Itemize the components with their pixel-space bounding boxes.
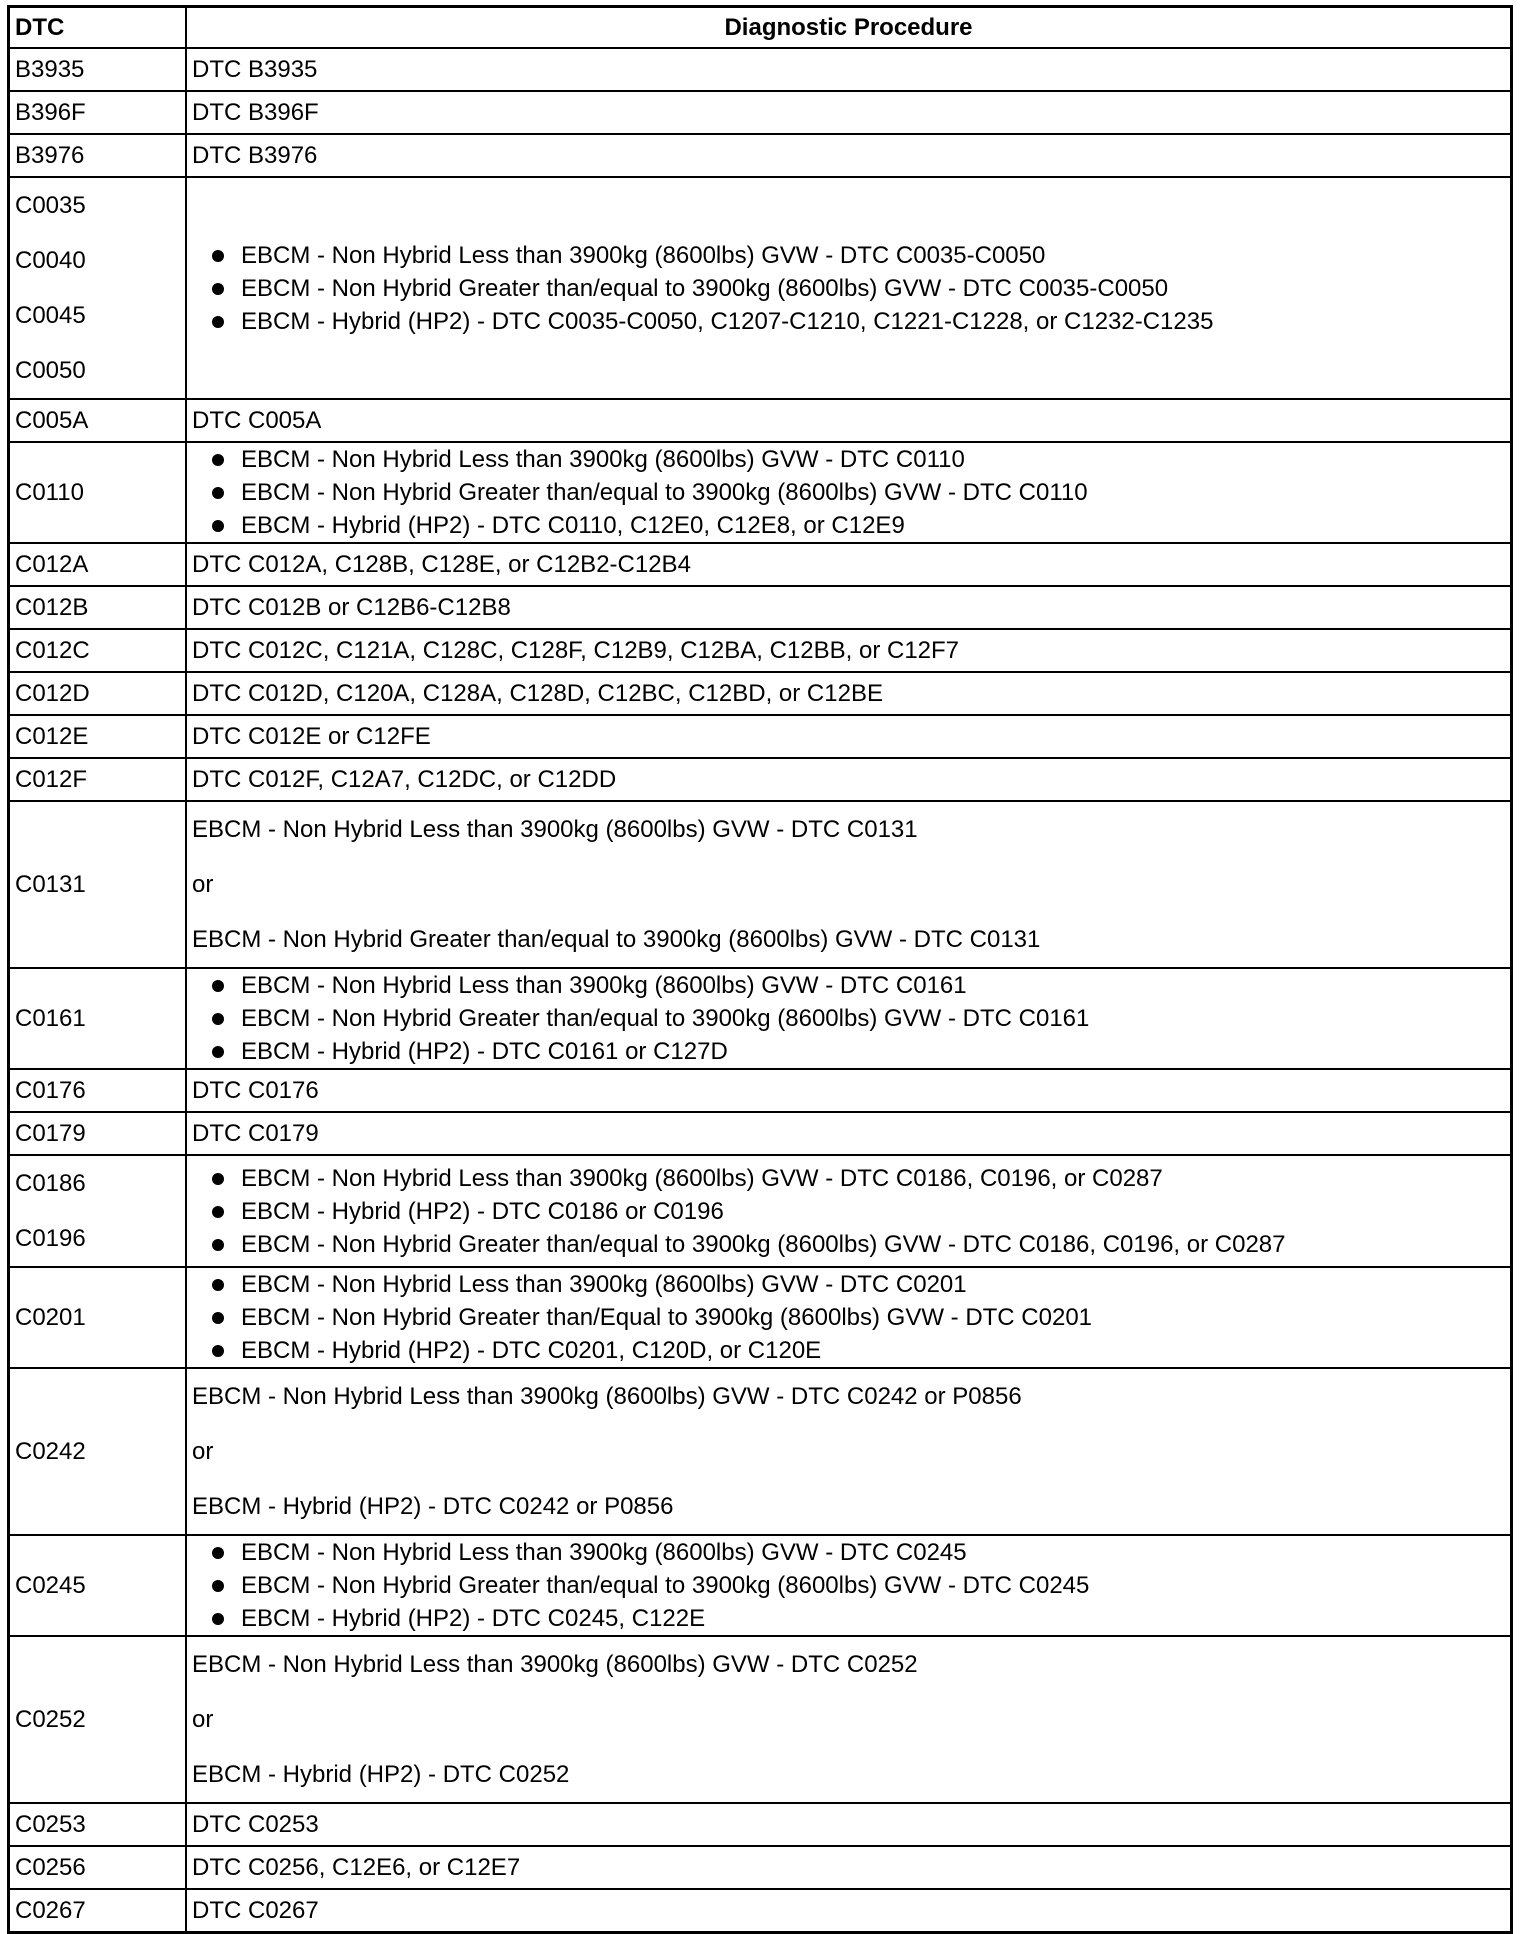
dtc-code: C0161: [15, 1005, 86, 1032]
table-row: [9, 758, 1512, 801]
procedure-link[interactable]: EBCM - Non Hybrid Less than 3900kg (8600lbs) GVW - DTC C0252: [192, 1651, 918, 1678]
procedure-link[interactable]: DTC B396F: [192, 99, 319, 126]
procedure-bullet-item[interactable]: EBCM - Non Hybrid Greater than/equal to 3900kg (8600lbs) GVW - DTC C0035-C0050: [192, 272, 1505, 305]
table-row: [9, 543, 1512, 586]
procedure-bullet-item[interactable]: EBCM - Non Hybrid Less than 3900kg (8600lbs) GVW - DTC C0110: [192, 443, 1505, 476]
separator-text: or: [192, 871, 214, 898]
dtc-code: C0186: [15, 1170, 86, 1197]
procedure-bullet-item[interactable]: EBCM - Hybrid (HP2) - DTC C0201, C120D, or C120E: [192, 1334, 1505, 1367]
dtc-code-cell: [9, 543, 187, 586]
dtc-code-cell: [9, 442, 187, 543]
procedure-bullet-item[interactable]: EBCM - Non Hybrid Less than 3900kg (8600lbs) GVW - DTC C0161: [192, 969, 1505, 1002]
procedure-cell: [186, 1636, 1512, 1803]
dtc-code: C005A: [15, 407, 89, 434]
procedure-bullet-list: [192, 239, 1505, 338]
dtc-code-cell: [9, 48, 187, 91]
dtc-code: C0035: [15, 192, 86, 219]
dtc-code-cell: [9, 1069, 187, 1112]
procedure-link[interactable]: DTC C0256, C12E6, or C12E7: [192, 1854, 521, 1881]
procedure-link[interactable]: DTC C005A: [192, 407, 322, 434]
procedure-link[interactable]: DTC B3935: [192, 56, 318, 83]
dtc-code-cell: [9, 715, 187, 758]
table-row: [9, 442, 1512, 543]
procedure-link[interactable]: DTC C012E or C12FE: [192, 723, 431, 750]
procedure-link[interactable]: EBCM - Non Hybrid Greater than/equal to 3900kg (8600lbs) GVW - DTC C0131: [192, 926, 1041, 953]
table-row: [9, 586, 1512, 629]
dtc-code: C012F: [15, 766, 88, 793]
procedure-column-header: Diagnostic Procedure: [186, 7, 1512, 49]
table-row: [9, 1846, 1512, 1889]
procedure-link[interactable]: EBCM - Non Hybrid Less than 3900kg (8600lbs) GVW - DTC C0131: [192, 816, 918, 843]
procedure-cell: [186, 91, 1512, 134]
header-row: [9, 7, 1512, 49]
procedure-cell: [186, 968, 1512, 1069]
table-row: [9, 1535, 1512, 1636]
procedure-cell: [186, 134, 1512, 177]
procedure-bullet-item[interactable]: EBCM - Non Hybrid Less than 3900kg (8600lbs) GVW - DTC C0035-C0050: [192, 239, 1505, 272]
procedure-link[interactable]: DTC C012F, C12A7, C12DC, or C12DD: [192, 766, 617, 793]
dtc-table: [7, 5, 1513, 1934]
procedure-cell: [186, 1112, 1512, 1155]
dtc-code: B396F: [15, 99, 86, 126]
table-row: [9, 672, 1512, 715]
dtc-code: C0196: [15, 1225, 86, 1252]
procedure-bullet-item[interactable]: EBCM - Hybrid (HP2) - DTC C0110, C12E0, C12E8, or C12E9: [192, 509, 1505, 542]
dtc-code: C0245: [15, 1572, 86, 1599]
dtc-code: C0256: [15, 1854, 86, 1881]
dtc-code-cell: [9, 1368, 187, 1535]
table-row: [9, 1112, 1512, 1155]
dtc-code-cell: [9, 134, 187, 177]
procedure-cell: [186, 801, 1512, 968]
dtc-code-cell: [9, 968, 187, 1069]
dtc-code: C012C: [15, 637, 90, 664]
procedure-link[interactable]: EBCM - Non Hybrid Less than 3900kg (8600lbs) GVW - DTC C0242 or P0856: [192, 1383, 1022, 1410]
table-row: [9, 1155, 1512, 1267]
procedure-bullet-list: [192, 1268, 1505, 1367]
procedure-cell: [186, 1535, 1512, 1636]
dtc-code: C0110: [15, 479, 84, 506]
dtc-code-cell: [9, 586, 187, 629]
procedure-cell: [186, 586, 1512, 629]
procedure-cell: [186, 442, 1512, 543]
procedure-cell: [186, 629, 1512, 672]
separator-text: or: [192, 1438, 214, 1465]
dtc-code: C0045: [15, 302, 86, 329]
dtc-code-cell: [9, 1155, 187, 1267]
dtc-code: C0242: [15, 1438, 86, 1465]
dtc-code-cell: [9, 91, 187, 134]
dtc-column-header: DTC: [9, 7, 187, 49]
dtc-code: C0252: [15, 1706, 86, 1733]
dtc-code-cell: [9, 1889, 187, 1933]
procedure-link[interactable]: DTC B3976: [192, 142, 318, 169]
dtc-code: C0267: [15, 1897, 86, 1924]
dtc-code-cell: [9, 1112, 187, 1155]
dtc-code: B3935: [15, 56, 85, 83]
procedure-bullet-item[interactable]: EBCM - Non Hybrid Greater than/equal to 3900kg (8600lbs) GVW - DTC C0186, C0196, or C0287: [192, 1228, 1505, 1261]
table-row: [9, 968, 1512, 1069]
table-row: [9, 801, 1512, 968]
table-row: [9, 134, 1512, 177]
procedure-cell: [186, 715, 1512, 758]
dtc-code: C0201: [15, 1304, 86, 1331]
procedure-bullet-item[interactable]: EBCM - Hybrid (HP2) - DTC C0035-C0050, C1207-C1210, C1221-C1228, or C1232-C1235: [192, 305, 1505, 338]
dtc-code-cell: [9, 1535, 187, 1636]
procedure-link[interactable]: DTC C012D, C120A, C128A, C128D, C12BC, C12BD, or C12BE: [192, 680, 883, 707]
procedure-cell: [186, 1069, 1512, 1112]
procedure-cell: [186, 1368, 1512, 1535]
dtc-code: C012A: [15, 551, 89, 578]
dtc-code-cell: [9, 177, 187, 399]
dtc-code-cell: [9, 629, 187, 672]
procedure-bullet-item[interactable]: EBCM - Hybrid (HP2) - DTC C0161 or C127D: [192, 1035, 1505, 1068]
procedure-bullet-item[interactable]: EBCM - Non Hybrid Less than 3900kg (8600lbs) GVW - DTC C0201: [192, 1268, 1505, 1301]
separator-text: or: [192, 1706, 214, 1733]
procedure-cell: [186, 48, 1512, 91]
procedure-cell: [186, 1846, 1512, 1889]
table-row: [9, 715, 1512, 758]
table-row: [9, 91, 1512, 134]
procedure-bullet-item[interactable]: EBCM - Hybrid (HP2) - DTC C0186 or C0196: [192, 1195, 1505, 1228]
dtc-code-cell: [9, 758, 187, 801]
dtc-code: C012D: [15, 680, 90, 707]
procedure-link[interactable]: DTC C0179: [192, 1120, 319, 1147]
table-row: [9, 1803, 1512, 1846]
table-row: [9, 1267, 1512, 1368]
dtc-code: C0040: [15, 247, 86, 274]
procedure-link[interactable]: DTC C0253: [192, 1811, 319, 1838]
procedure-cell: [186, 1889, 1512, 1933]
procedure-cell: [186, 177, 1512, 399]
procedure-bullet-list: [192, 969, 1505, 1068]
dtc-code: C0131: [15, 871, 86, 898]
dtc-code: C0179: [15, 1120, 86, 1147]
table-row: [9, 177, 1512, 399]
table-row: [9, 48, 1512, 91]
procedure-link[interactable]: DTC C012B or C12B6-C12B8: [192, 594, 511, 621]
procedure-bullet-item[interactable]: EBCM - Non Hybrid Greater than/Equal to 3900kg (8600lbs) GVW - DTC C0201: [192, 1301, 1505, 1334]
table-row: [9, 1636, 1512, 1803]
procedure-bullet-item[interactable]: EBCM - Non Hybrid Less than 3900kg (8600lbs) GVW - DTC C0245: [192, 1536, 1505, 1569]
procedure-cell: [186, 1155, 1512, 1267]
procedure-link[interactable]: DTC C012C, C121A, C128C, C128F, C12B9, C12BA, C12BB, or C12F7: [192, 637, 960, 664]
dtc-code: C012E: [15, 723, 89, 750]
procedure-bullet-item[interactable]: EBCM - Non Hybrid Less than 3900kg (8600lbs) GVW - DTC C0186, C0196, or C0287: [192, 1162, 1505, 1195]
procedure-bullet-list: [192, 1536, 1505, 1635]
table-row: [9, 629, 1512, 672]
procedure-link[interactable]: EBCM - Hybrid (HP2) - DTC C0252: [192, 1761, 570, 1788]
dtc-code: C012B: [15, 594, 89, 621]
dtc-table-body: [9, 48, 1512, 1933]
dtc-code-cell: [9, 1803, 187, 1846]
dtc-code-cell: [9, 672, 187, 715]
procedure-link[interactable]: DTC C012A, C128B, C128E, or C12B2-C12B4: [192, 551, 691, 578]
table-row: [9, 399, 1512, 442]
procedure-bullet-list: [192, 443, 1505, 542]
table-row: [9, 1368, 1512, 1535]
procedure-link[interactable]: DTC C0176: [192, 1077, 319, 1104]
procedure-link[interactable]: DTC C0267: [192, 1897, 319, 1924]
dtc-code-cell: [9, 1846, 187, 1889]
dtc-code: C0253: [15, 1811, 86, 1838]
procedure-bullet-item[interactable]: EBCM - Non Hybrid Greater than/equal to 3900kg (8600lbs) GVW - DTC C0161: [192, 1002, 1505, 1035]
dtc-code-cell: [9, 1636, 187, 1803]
procedure-cell: [186, 543, 1512, 586]
table-row: [9, 1069, 1512, 1112]
dtc-code: C0176: [15, 1077, 86, 1104]
dtc-code-cell: [9, 1267, 187, 1368]
procedure-cell: [186, 399, 1512, 442]
procedure-bullet-item[interactable]: EBCM - Non Hybrid Greater than/equal to 3900kg (8600lbs) GVW - DTC C0245: [192, 1569, 1505, 1602]
procedure-cell: [186, 1803, 1512, 1846]
procedure-bullet-item[interactable]: EBCM - Non Hybrid Greater than/equal to 3900kg (8600lbs) GVW - DTC C0110: [192, 476, 1505, 509]
procedure-cell: [186, 1267, 1512, 1368]
dtc-code-cell: [9, 399, 187, 442]
procedure-cell: [186, 672, 1512, 715]
procedure-cell: [186, 758, 1512, 801]
table-row: [9, 1889, 1512, 1933]
dtc-code: B3976: [15, 142, 85, 169]
procedure-bullet-list: [192, 1162, 1505, 1261]
procedure-link[interactable]: EBCM - Hybrid (HP2) - DTC C0242 or P0856: [192, 1493, 674, 1520]
procedure-bullet-item[interactable]: EBCM - Hybrid (HP2) - DTC C0245, C122E: [192, 1602, 1505, 1635]
dtc-code: C0050: [15, 357, 86, 384]
dtc-code-cell: [9, 801, 187, 968]
